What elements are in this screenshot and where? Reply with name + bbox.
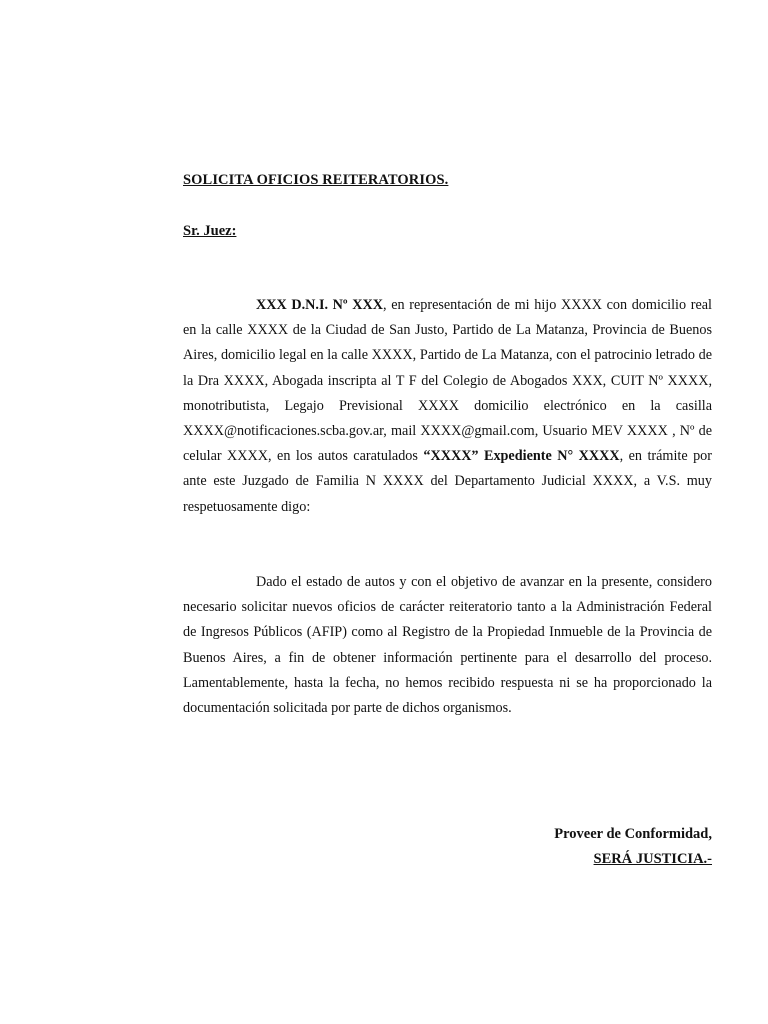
salutation: Sr. Juez: xyxy=(183,223,237,239)
closing-line-1: Proveer de Conformidad, xyxy=(554,826,712,842)
paragraph-introduction xyxy=(183,293,712,520)
paragraph-request: Dado el estado de autos y con el objetivo de avanzar en la presente, considero necesario solicitar nuevos oficios de carácter reiteratorio tanto a la Administración Federal de Ingresos Públicos (AFIP) como al Registro de la Propiedad Inmueble de la Provincia de Buenos Aires, a fin de obtener información pertinente para el desarrollo del proceso. Lamentablemente, hasta la fecha, no hemos recibido respuesta ni se ha proporcionado la documentación solicitada por parte de dichos organismos. xyxy=(183,574,712,717)
document-title: SOLICITA OFICIOS REITERATORIOS. xyxy=(183,172,449,188)
case-caption: “XXXX” Expediente N° XXXX xyxy=(423,448,620,465)
paragraph-introduction-text-a: , en representación de mi hijo XXXX con domicilio real en la calle XXXX de la Ciudad de San Justo, Partido de La Matanza, Provincia de Buenos Aires, domicilio legal en la calle XXXX, Partido de La Matanza, con el patrocinio letrado de la Dra XXXX, Abogada inscripta al T F del Colegio de Abogados XXX, CUIT Nº XXXX, monotributista, Legajo Previsional XXXX domicilio electrónico en la casilla XXXX@notificaciones.scba.gov.ar, mail XXXX@gmail.com, Usuario MEV XXXX , Nº de celular XXXX, en los autos caratulados xyxy=(183,297,713,465)
petitioner-identification: XXX D.N.I. Nº XXX xyxy=(256,297,383,313)
paragraph-introduction-text-b: , en trámite por ante este Juzgado de Familia N XXXX del Departamento Judicial XXXX, a V.S. muy respetuosamente digo: xyxy=(183,448,712,515)
closing-line-2: SERÁ JUSTICIA.- xyxy=(593,851,712,867)
